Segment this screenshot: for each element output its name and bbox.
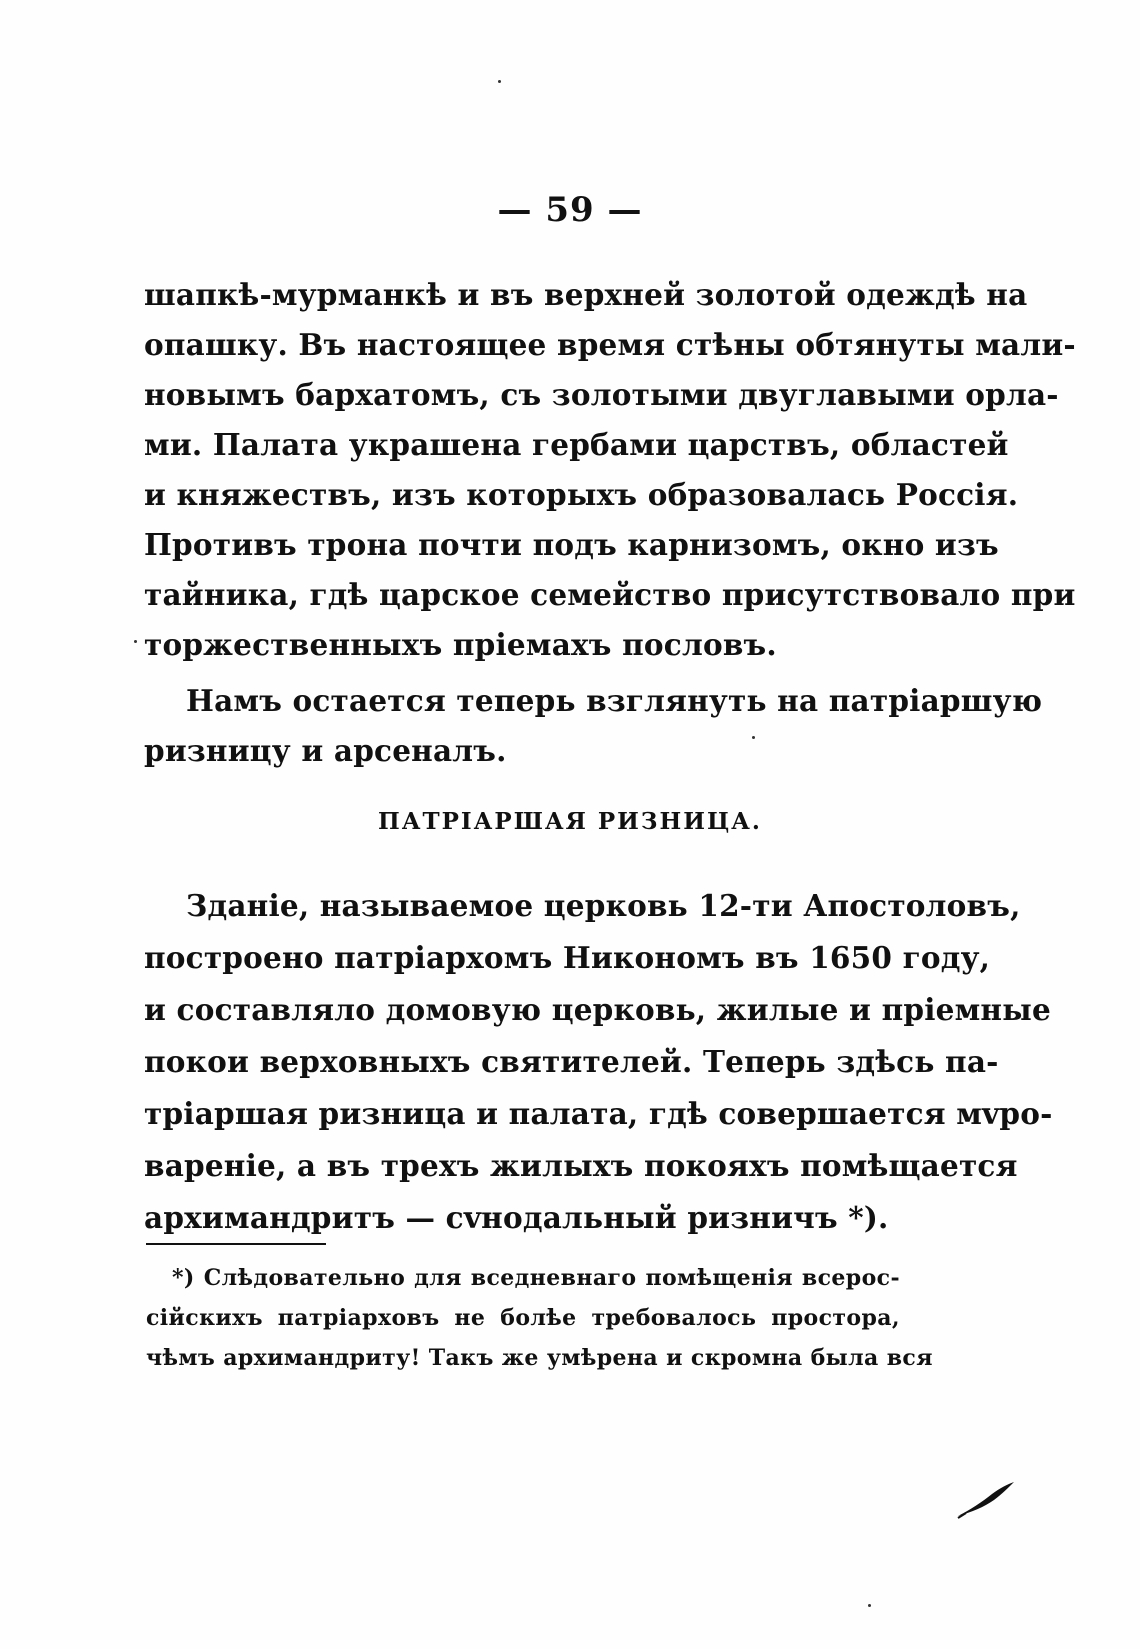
- text-line: построено патріархомъ Никономъ въ 1650 году,: [144, 940, 991, 975]
- text-line: тріаршая ризница и палата, гдѣ совершается мvро-: [144, 1096, 1053, 1131]
- footnote-line: *) Слѣдовательно для вседневнаго помѣщенія всерос-: [172, 1265, 900, 1291]
- paragraph-1: [144, 270, 1076, 670]
- text-line: и составляло домовую церковь, жилые и пріемные: [144, 992, 1051, 1027]
- text-line: Противъ трона почти подъ карнизомъ, окно изъ: [144, 527, 999, 562]
- text-line: Намъ остается теперь взглянуть на патріаршую: [186, 683, 1043, 718]
- speck: [498, 80, 501, 83]
- quill-mark-icon: [956, 1480, 1016, 1520]
- text-line: вареніе, а въ трехъ жилыхъ покояхъ помѣщается: [144, 1148, 1018, 1183]
- section-title: ПАТРІАРШАЯ РИЗНИЦА.: [378, 808, 762, 835]
- text-line: покои верховныхъ святителей. Теперь здѣсь па-: [144, 1044, 999, 1079]
- footnote: [146, 1258, 933, 1378]
- text-line: опашку. Въ настоящее время стѣны обтянуты мали-: [144, 327, 1076, 362]
- text-line: ми. Палата украшена гербами царствъ, областей: [144, 427, 1009, 462]
- text-line: тайника, гдѣ царское семейство присутствовало при: [144, 577, 1076, 612]
- footnote-divider: [146, 1243, 326, 1245]
- text-line: архимандритъ — сvнодальный ризничъ *).: [144, 1200, 889, 1235]
- paragraph-2: [144, 676, 1043, 776]
- text-line: новымъ бархатомъ, съ золотыми двуглавыми орла-: [144, 377, 1059, 412]
- text-line: Зданіе, называемое церковь 12-ти Апостоловъ,: [186, 888, 1021, 923]
- speck: [134, 640, 137, 643]
- page-number: — 59 —: [497, 190, 643, 230]
- speck: [752, 736, 755, 739]
- speck: [868, 1604, 871, 1607]
- text-line: и княжествъ, изъ которыхъ образовалась Россія.: [144, 477, 1019, 512]
- text-line: ризницу и арсеналъ.: [144, 733, 507, 768]
- footnote-line: чѣмъ архимандриту! Такъ же умѣрена и скромна была вся: [146, 1345, 933, 1371]
- paragraph-3: [144, 880, 1053, 1244]
- text-line: шапкѣ-мурманкѣ и въ верхней золотой одеждѣ на: [144, 277, 1028, 312]
- footnote-line: сійскихъ патріарховъ не болѣе требовалось простора,: [146, 1305, 900, 1331]
- text-line: торжественныхъ пріемахъ пословъ.: [144, 627, 777, 662]
